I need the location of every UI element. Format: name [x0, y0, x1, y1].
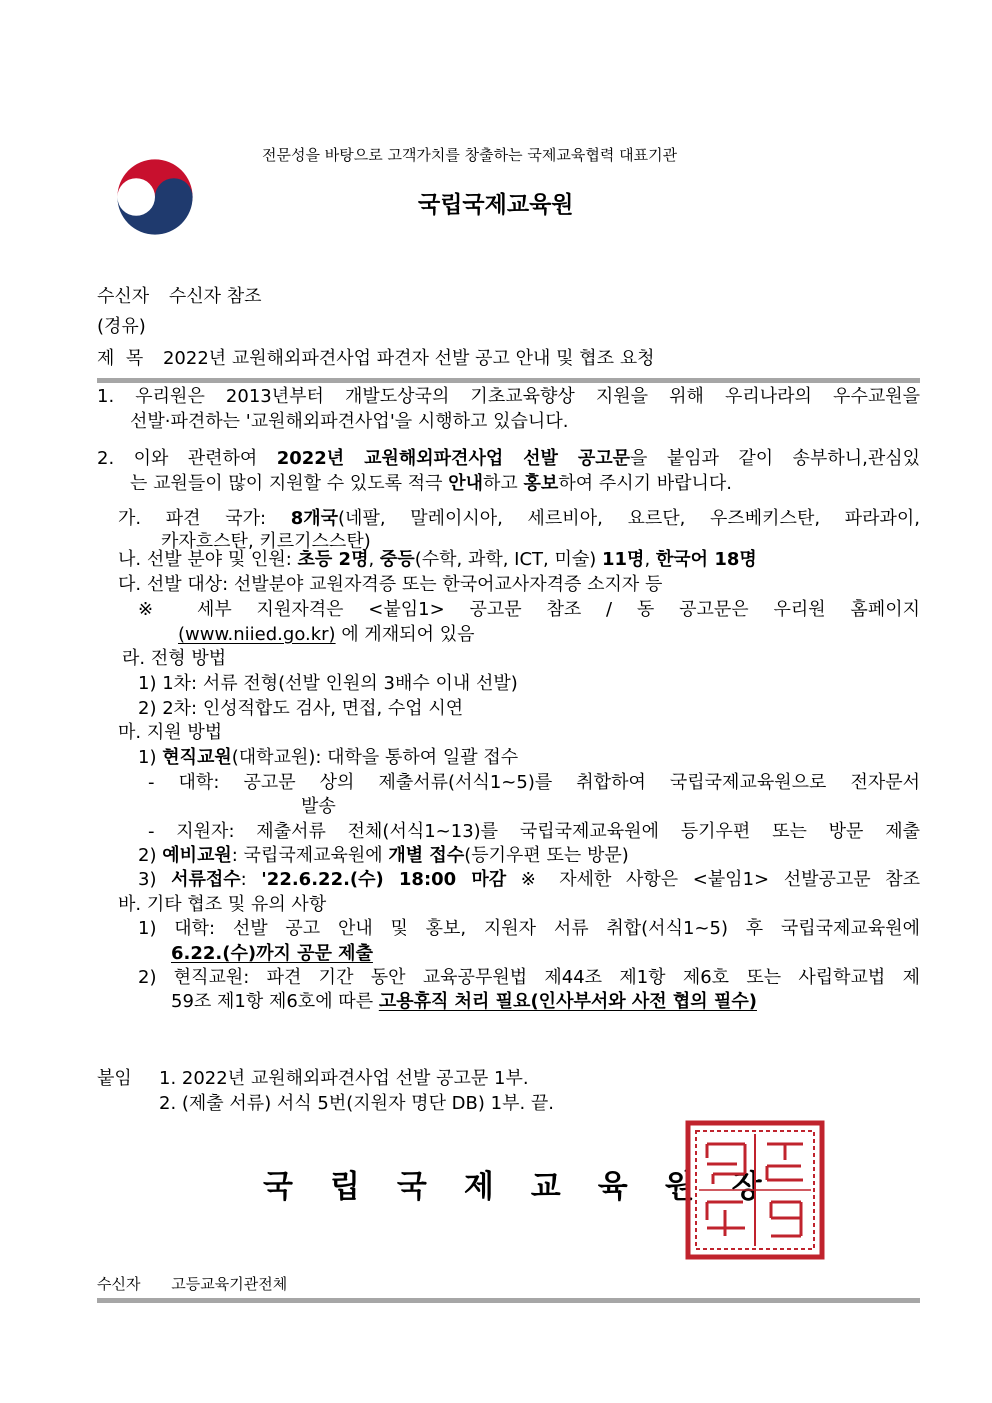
item-ma-1	[138, 746, 518, 770]
recipient-row	[97, 285, 262, 309]
official-seal	[685, 1120, 825, 1260]
subject-label: 제 목	[97, 348, 144, 369]
ma-3-num: 3)	[138, 869, 172, 890]
paragraph-1-line-2: 선발·파견하는 '교원해외파견사업'을 시행하고 있습니다.	[130, 411, 569, 432]
item-na	[118, 548, 757, 572]
recipient-value: 수신자 참조	[168, 286, 262, 307]
homepage-link[interactable]: (www.niied.go.kr)	[178, 624, 336, 645]
item-ma: 마. 지원 방법	[118, 722, 223, 743]
na-secondary-count: 11명	[602, 549, 645, 570]
item-ba-1-line-2: 6.22.(수)까지 공문 제출	[171, 943, 373, 964]
note-tail: 에 게재되어 있음	[335, 624, 475, 645]
attachments-label: 붙임	[97, 1068, 132, 1089]
subject-row	[97, 347, 654, 371]
ma-2-text: : 국립국제교육원에	[231, 845, 389, 866]
na-sep: ,	[368, 549, 380, 570]
item-ma-univ-line-1: - 대학: 공고문 상의 제출서류(서식1~5)를 취합하여 국립국제교육원으로 전자문서	[148, 772, 920, 793]
p2-bold-notice: 2022년 교원해외파견사업 선발 공고문	[276, 448, 631, 469]
p2-text-4: 하고	[483, 473, 524, 494]
footer-recipient-label: 수신자	[97, 1275, 141, 1293]
ma-2-bold: 예비교원	[162, 845, 232, 866]
na-korean: 한국어 18명	[655, 549, 757, 570]
item-ra-1: 1) 1차: 서류 전형(선발 인원의 3배수 이내 선발)	[138, 673, 518, 694]
attachment-item-2: 2. (제출 서류) 서식 5번(지원자 명단 DB) 1부. 끝.	[159, 1093, 555, 1114]
ma-1-bold: 현직교원	[162, 747, 232, 768]
item-ba-1-line-1: 1) 대학: 선발 공고 안내 및 홍보, 지원자 서류 취합(서식1~5) 후 국립국제교육원에	[138, 918, 920, 939]
header-divider	[97, 378, 920, 383]
header-slogan: 전문성을 바탕으로 고객가치를 창출하는 국제교육협력 대표기관	[262, 146, 678, 164]
footer-divider	[97, 1298, 920, 1303]
ga-countries: (네팔, 말레이시아, 세르비아, 요르단, 우즈베키스탄, 파라과이,	[338, 508, 920, 529]
item-ma-3	[138, 868, 920, 892]
footer-recipient	[97, 1274, 287, 1294]
na-label: 나. 선발 분야 및 인원:	[118, 549, 298, 570]
ma-3-note: ※ 자세한 사항은 <붙임1> 선발공고문 참조	[506, 869, 920, 890]
item-ma-univ-line-2: 발송	[301, 796, 336, 817]
ma-2-bold-2: 개별 접수	[388, 845, 465, 866]
item-ga-line-2: 카자흐스탄, 키르기스스탄)	[161, 531, 371, 552]
ma-1-num: 1)	[138, 747, 163, 768]
item-da: 다. 선발 대상: 선발분야 교원자격증 또는 한국어교사자격증 소지자 등	[118, 574, 663, 595]
government-emblem-icon	[108, 150, 202, 244]
p2-text-5: 하여 주시기 바랍니다.	[558, 473, 732, 494]
item-ma-applicant: - 지원자: 제출서류 전체(서식1~13)를 국립국제교육원에 등기우편 또는 방문 제출	[148, 821, 920, 842]
paragraph-2-line-1	[97, 447, 920, 471]
item-ba-2-line-1: 2) 현직교원: 파견 기간 동안 교육공무원법 제44조 제1항 제6호 또는 사립학교법 제	[138, 967, 920, 988]
na-secondary: 중등	[379, 549, 415, 570]
ba-2-bold: 고용휴직 처리 필요(인사부서와 사전 협의 필수)	[378, 991, 757, 1012]
na-subjects: (수학, 과학, ICT, 미술)	[414, 549, 602, 570]
na-sep-2: ,	[644, 549, 656, 570]
item-ga-line-1	[118, 507, 920, 531]
ga-label: 가. 파견 국가:	[118, 508, 291, 529]
ba-2-text: 59조 제1항 제6호에 따른	[171, 991, 379, 1012]
note-line-2	[178, 623, 474, 647]
note-line-1: ※ 세부 지원자격은 <붙임1> 공고문 참조 / 동 공고문은 우리원 홈페이지	[138, 599, 920, 620]
org-name: 국립국제교육원	[418, 192, 574, 218]
ma-2-text-2: (등기우편 또는 방문)	[464, 845, 629, 866]
ma-2-num: 2)	[138, 845, 163, 866]
recipient-label: 수신자	[97, 286, 150, 307]
p2-text-2: 을 붙임과 같이 송부하니,관심있	[630, 448, 920, 469]
item-ra: 라. 전형 방법	[122, 648, 227, 669]
paragraph-2-line-2	[130, 472, 732, 496]
signature-title: 국립국제교육원장	[263, 1169, 799, 1205]
item-ba-2-line-2	[171, 990, 757, 1014]
via-line: (경유)	[97, 316, 146, 337]
ma-1-text: (대학교원): 대학을 통하여 일괄 접수	[231, 747, 519, 768]
na-elementary: 초등 2명	[297, 549, 369, 570]
item-ma-2	[138, 844, 629, 868]
p2-bold-promote: 홍보	[523, 473, 559, 494]
item-ba: 바. 기타 협조 및 유의 사항	[118, 894, 327, 915]
ga-count: 8개국	[290, 508, 339, 529]
p2-bold-guide: 안내	[448, 473, 484, 494]
attachment-item-1: 1. 2022년 교원해외파견사업 선발 공고문 1부.	[159, 1068, 529, 1089]
p2-text-3: 는 교원들이 많이 지원할 수 있도록 적극	[130, 473, 449, 494]
ma-3-colon: :	[240, 869, 262, 890]
paragraph-1-line-1: 1. 우리원은 2013년부터 개발도상국의 기초교육향상 지원을 위해 우리나라의 우수교원을	[97, 386, 920, 407]
footer-recipient-value: 고등교육기관전체	[171, 1275, 288, 1293]
item-ra-2: 2) 2차: 인성적합도 검사, 면접, 수업 시연	[138, 698, 464, 719]
subject-text: 2022년 교원해외파견사업 파견자 선발 공고 안내 및 협조 요청	[162, 348, 655, 369]
ma-3-bold: 서류접수	[171, 869, 241, 890]
ma-3-deadline: '22.6.22.(수) 18:00 마감	[261, 869, 507, 890]
p2-text: 2. 이와 관련하여	[97, 448, 277, 469]
